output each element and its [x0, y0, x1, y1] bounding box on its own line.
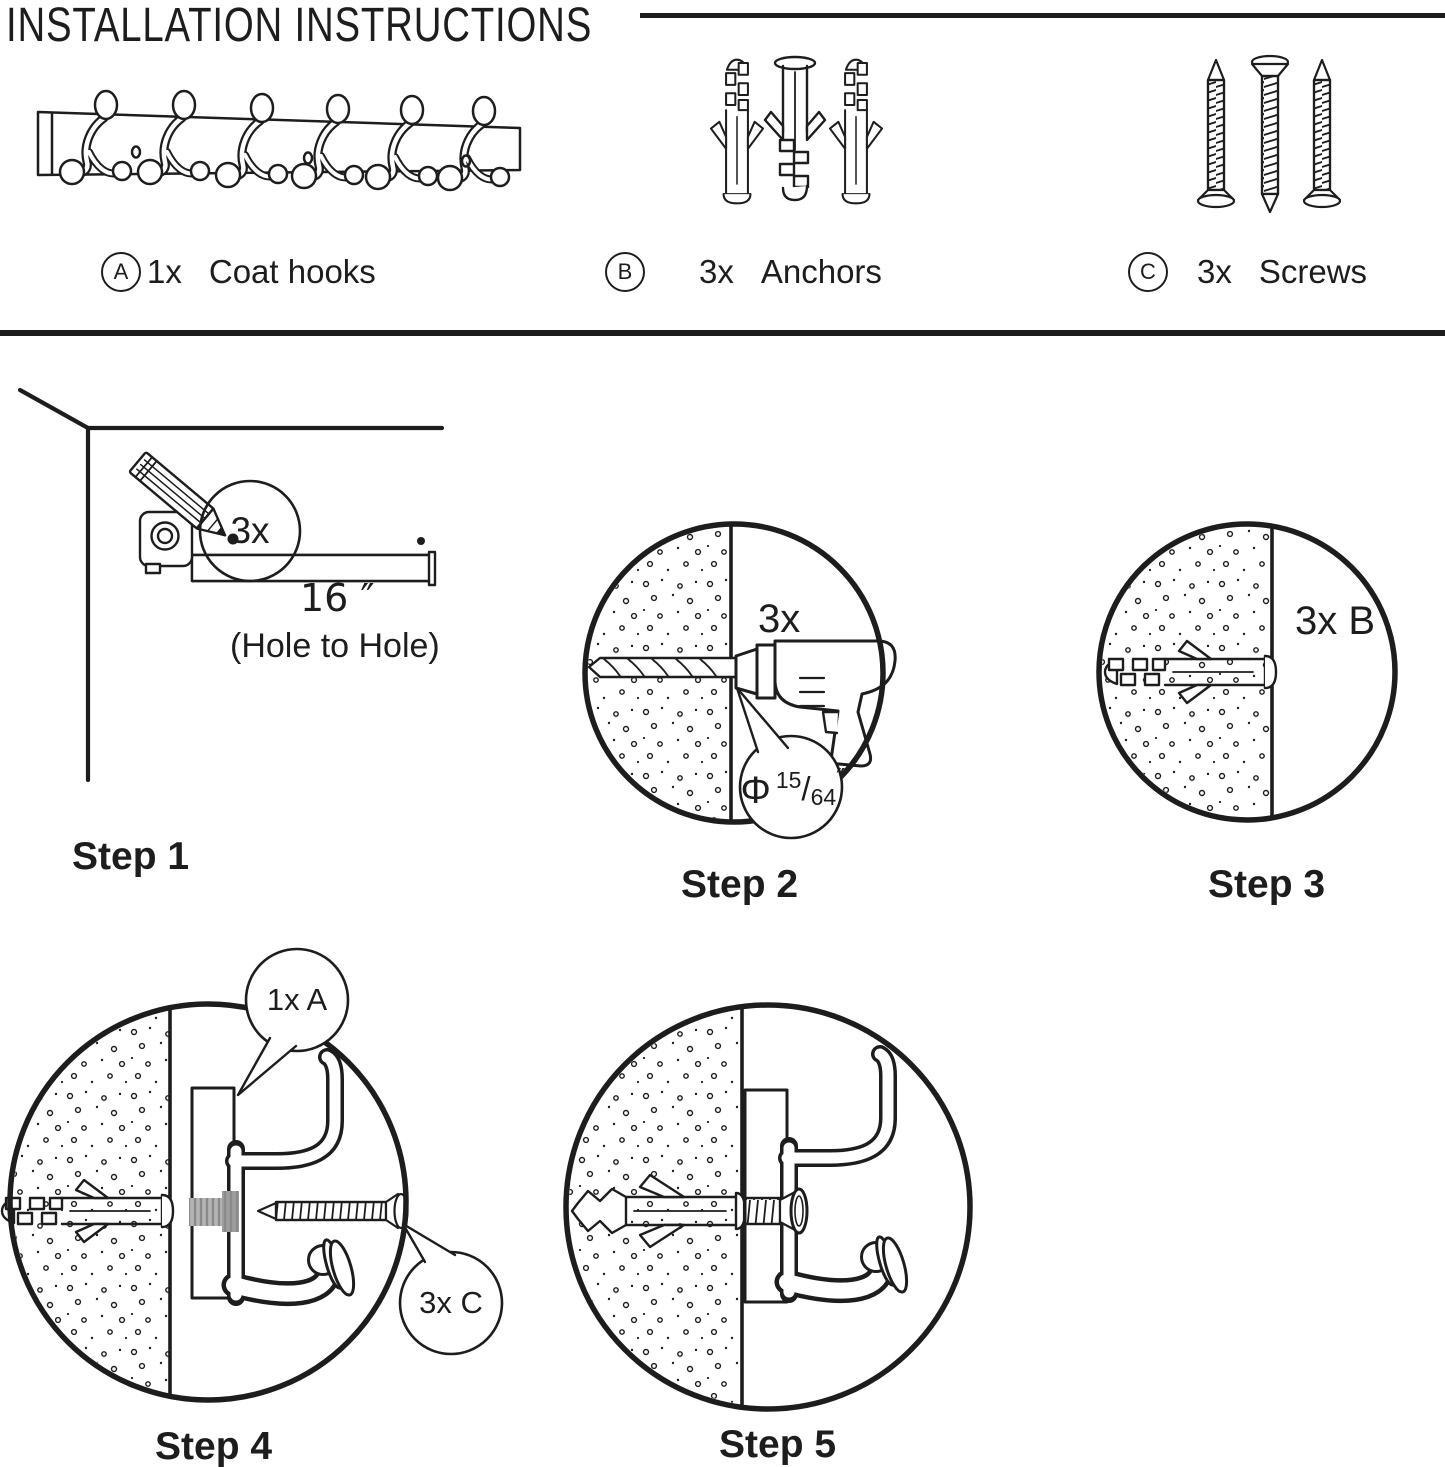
part-a-qty: 1x	[147, 253, 182, 290]
diameter-numerator: 15	[775, 767, 802, 793]
step3-diagram	[1099, 524, 1395, 822]
circled-letter-b: B	[605, 252, 645, 292]
step1-note: (Hole to Hole)	[230, 627, 440, 665]
anchors-drawing	[711, 57, 882, 203]
diameter-denominator: 64	[810, 784, 837, 810]
step5-diagram	[566, 1005, 970, 1409]
step1-label: Step 1	[72, 835, 190, 878]
step3-label: Step 3	[1208, 863, 1326, 906]
step5-label: Step 5	[719, 1423, 837, 1466]
part-b-name: Anchors	[760, 253, 882, 290]
step3-anchor-ref: 3x B	[1295, 599, 1376, 643]
diameter-symbol: Φ	[740, 770, 771, 812]
part-a-badge	[101, 252, 141, 292]
step4-diagram	[2, 949, 502, 1400]
step1-diagram	[20, 390, 442, 780]
part-b-label	[699, 252, 882, 292]
step1-distance: 16 ″	[300, 576, 375, 620]
step4-screw-ref: 3x C	[419, 1285, 483, 1320]
step4-label: Step 4	[155, 1425, 273, 1467]
step2-drill-count: 3x	[758, 597, 801, 641]
part-b-qty: 3x	[699, 253, 734, 290]
circled-letter-a: A	[101, 252, 141, 292]
coat-hook-rack-drawing	[38, 91, 520, 190]
diameter-unit: ″	[836, 763, 846, 792]
title-rule	[640, 13, 1445, 18]
step2-label: Step 2	[681, 863, 799, 906]
step4-rack-ref: 1x A	[266, 982, 328, 1017]
part-a-label	[147, 252, 376, 292]
step1-mark-count: 3x	[230, 510, 270, 551]
screws-drawing	[1198, 56, 1340, 212]
tape-measure-icon	[140, 512, 435, 585]
part-c-badge	[1128, 252, 1168, 292]
section-divider	[0, 330, 1445, 336]
drill-bit-icon	[589, 658, 736, 677]
second-hole-mark-dot	[417, 537, 425, 545]
step2-bit-diameter	[740, 763, 845, 813]
circled-letter-c: C	[1128, 252, 1168, 292]
part-a-name: Coat hooks	[208, 253, 376, 290]
part-b-badge	[605, 252, 645, 292]
wall-corner-lines	[20, 390, 442, 780]
part-c-name: Screws	[1258, 253, 1368, 290]
part-c-label	[1197, 252, 1367, 292]
part-c-qty: 3x	[1197, 253, 1232, 290]
page-title: INSTALLATION INSTRUCTIONS	[6, 0, 593, 52]
diameter-slash: /	[801, 770, 811, 807]
